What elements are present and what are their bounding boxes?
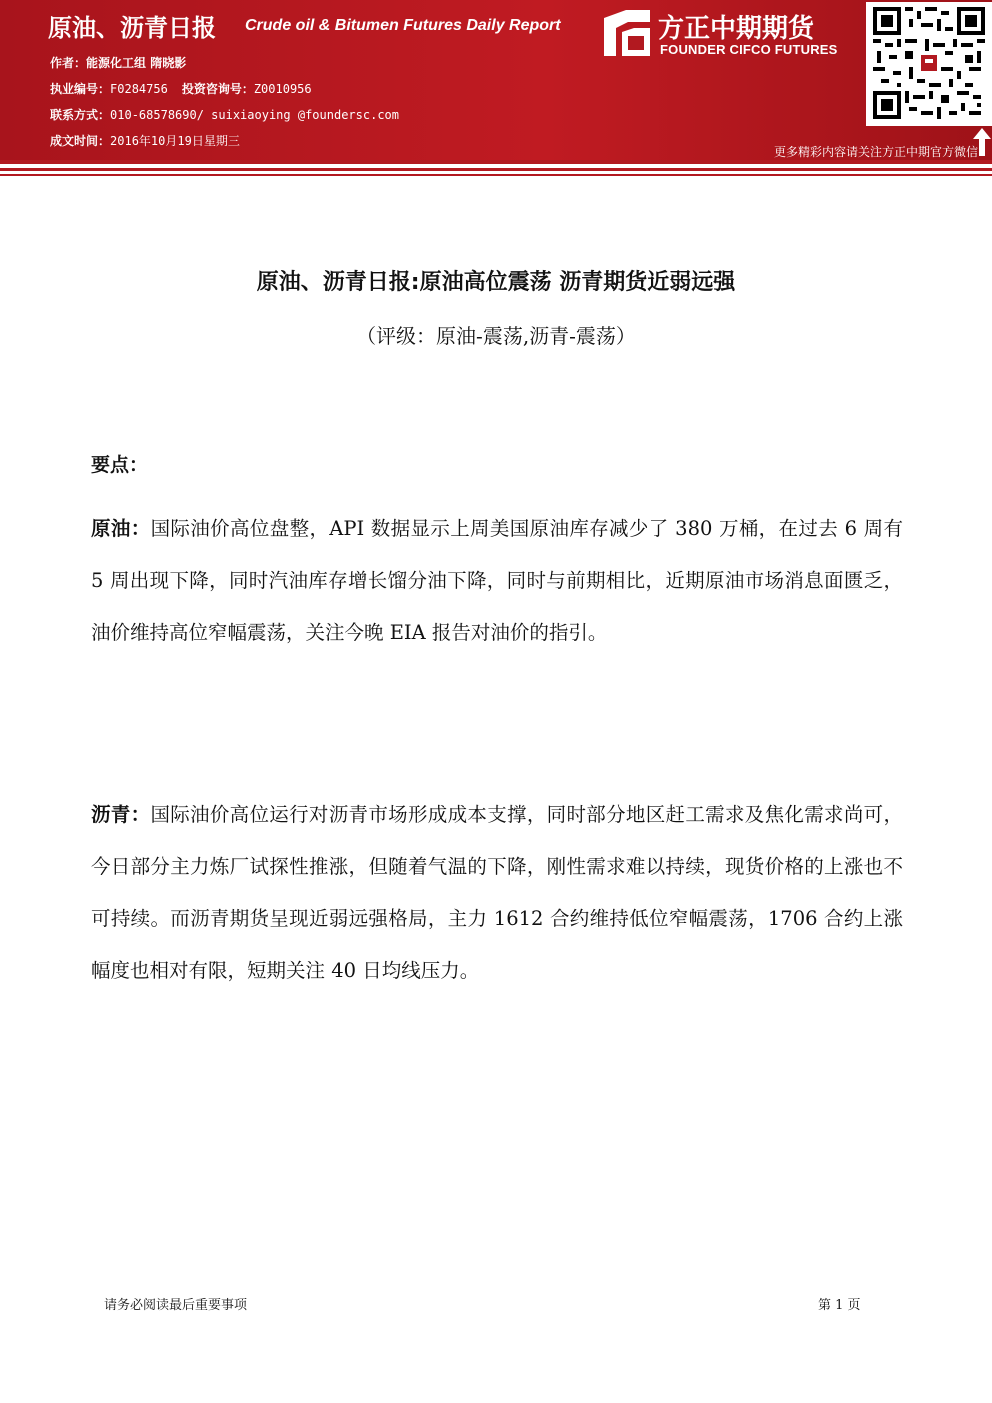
author-line [50, 54, 186, 71]
date-label: 成文时间： [50, 134, 111, 148]
logo-name-cn: 方正中期期货 [658, 14, 815, 44]
crude-oil-text: 国际油价高位盘整，API 数据显示上周美国原油库存减少了 380 万桶，在过去 6 周有 5 周出现下降，同时汽油库存增长馏分油下降，同时与前期相比，近期原油市场消息面匮乏，油价维持高位窄幅震荡，关注今晚 EIA 报告对油价的指引。 [91, 517, 903, 644]
contact-label: 联系方式： [50, 108, 111, 122]
advisory-value: Z0010956 [253, 82, 312, 96]
bitumen-text: 国际油价高位运行对沥青市场形成成本支撑，同时部分地区赶工需求及焦化需求尚可，今日部分主力炼厂试探性推涨，但随着气温的下降，刚性需求难以持续，现货价格的上涨也不可持续。而沥青期货呈现近弱远强格局，主力 1612 合约维持低位窄幅震荡，1706 合约上涨幅度也相对有限，短期关注 40 日均线压力。 [91, 803, 903, 982]
footer-notice: 请务必阅读最后重要事项 [104, 1298, 248, 1313]
logo-name-en: FOUNDER CIFCO FUTURES [660, 42, 838, 57]
license-line [50, 80, 312, 97]
header-rule [0, 160, 992, 164]
author-value: 能源化工组 隋晓影 [86, 56, 187, 70]
key-points-heading: 要点： [91, 454, 149, 476]
license-label: 执业编号： [50, 82, 111, 96]
follow-wechat-text: 更多精彩内容请关注方正中期官方微信 [773, 145, 978, 159]
document-rating: （评级：原油-震荡,沥青-震荡） [356, 324, 636, 348]
crude-oil-paragraph [91, 503, 903, 659]
crude-oil-label: 原油： [91, 517, 151, 540]
report-title-cn: 原油、沥青日报 [48, 14, 216, 42]
bitumen-paragraph [91, 789, 903, 997]
qr-code-icon [873, 7, 985, 119]
document-title: 原油、沥青日报:原油高位震荡 沥青期货近弱远强 [256, 270, 736, 295]
date-value: 2016年10月19日星期三 [110, 134, 240, 148]
author-label: 作者： [50, 56, 87, 70]
founder-logo-mark-icon [604, 10, 650, 56]
license-value: F0284756 [110, 82, 168, 96]
header-rule [0, 174, 992, 176]
contact-value: 010-68578690/ suixiaoying @foundersc.com [110, 108, 399, 122]
company-logo [604, 6, 859, 62]
report-title-en: Crude oil & Bitumen Futures Daily Report [245, 17, 561, 34]
contact-line [50, 106, 399, 123]
page-number: 第 1 页 [818, 1298, 861, 1313]
date-line [50, 132, 240, 149]
bitumen-label: 沥青： [91, 803, 151, 826]
qr-code [866, 2, 992, 126]
advisory-label: 投资咨询号： [181, 82, 254, 96]
header-rule [0, 168, 992, 171]
